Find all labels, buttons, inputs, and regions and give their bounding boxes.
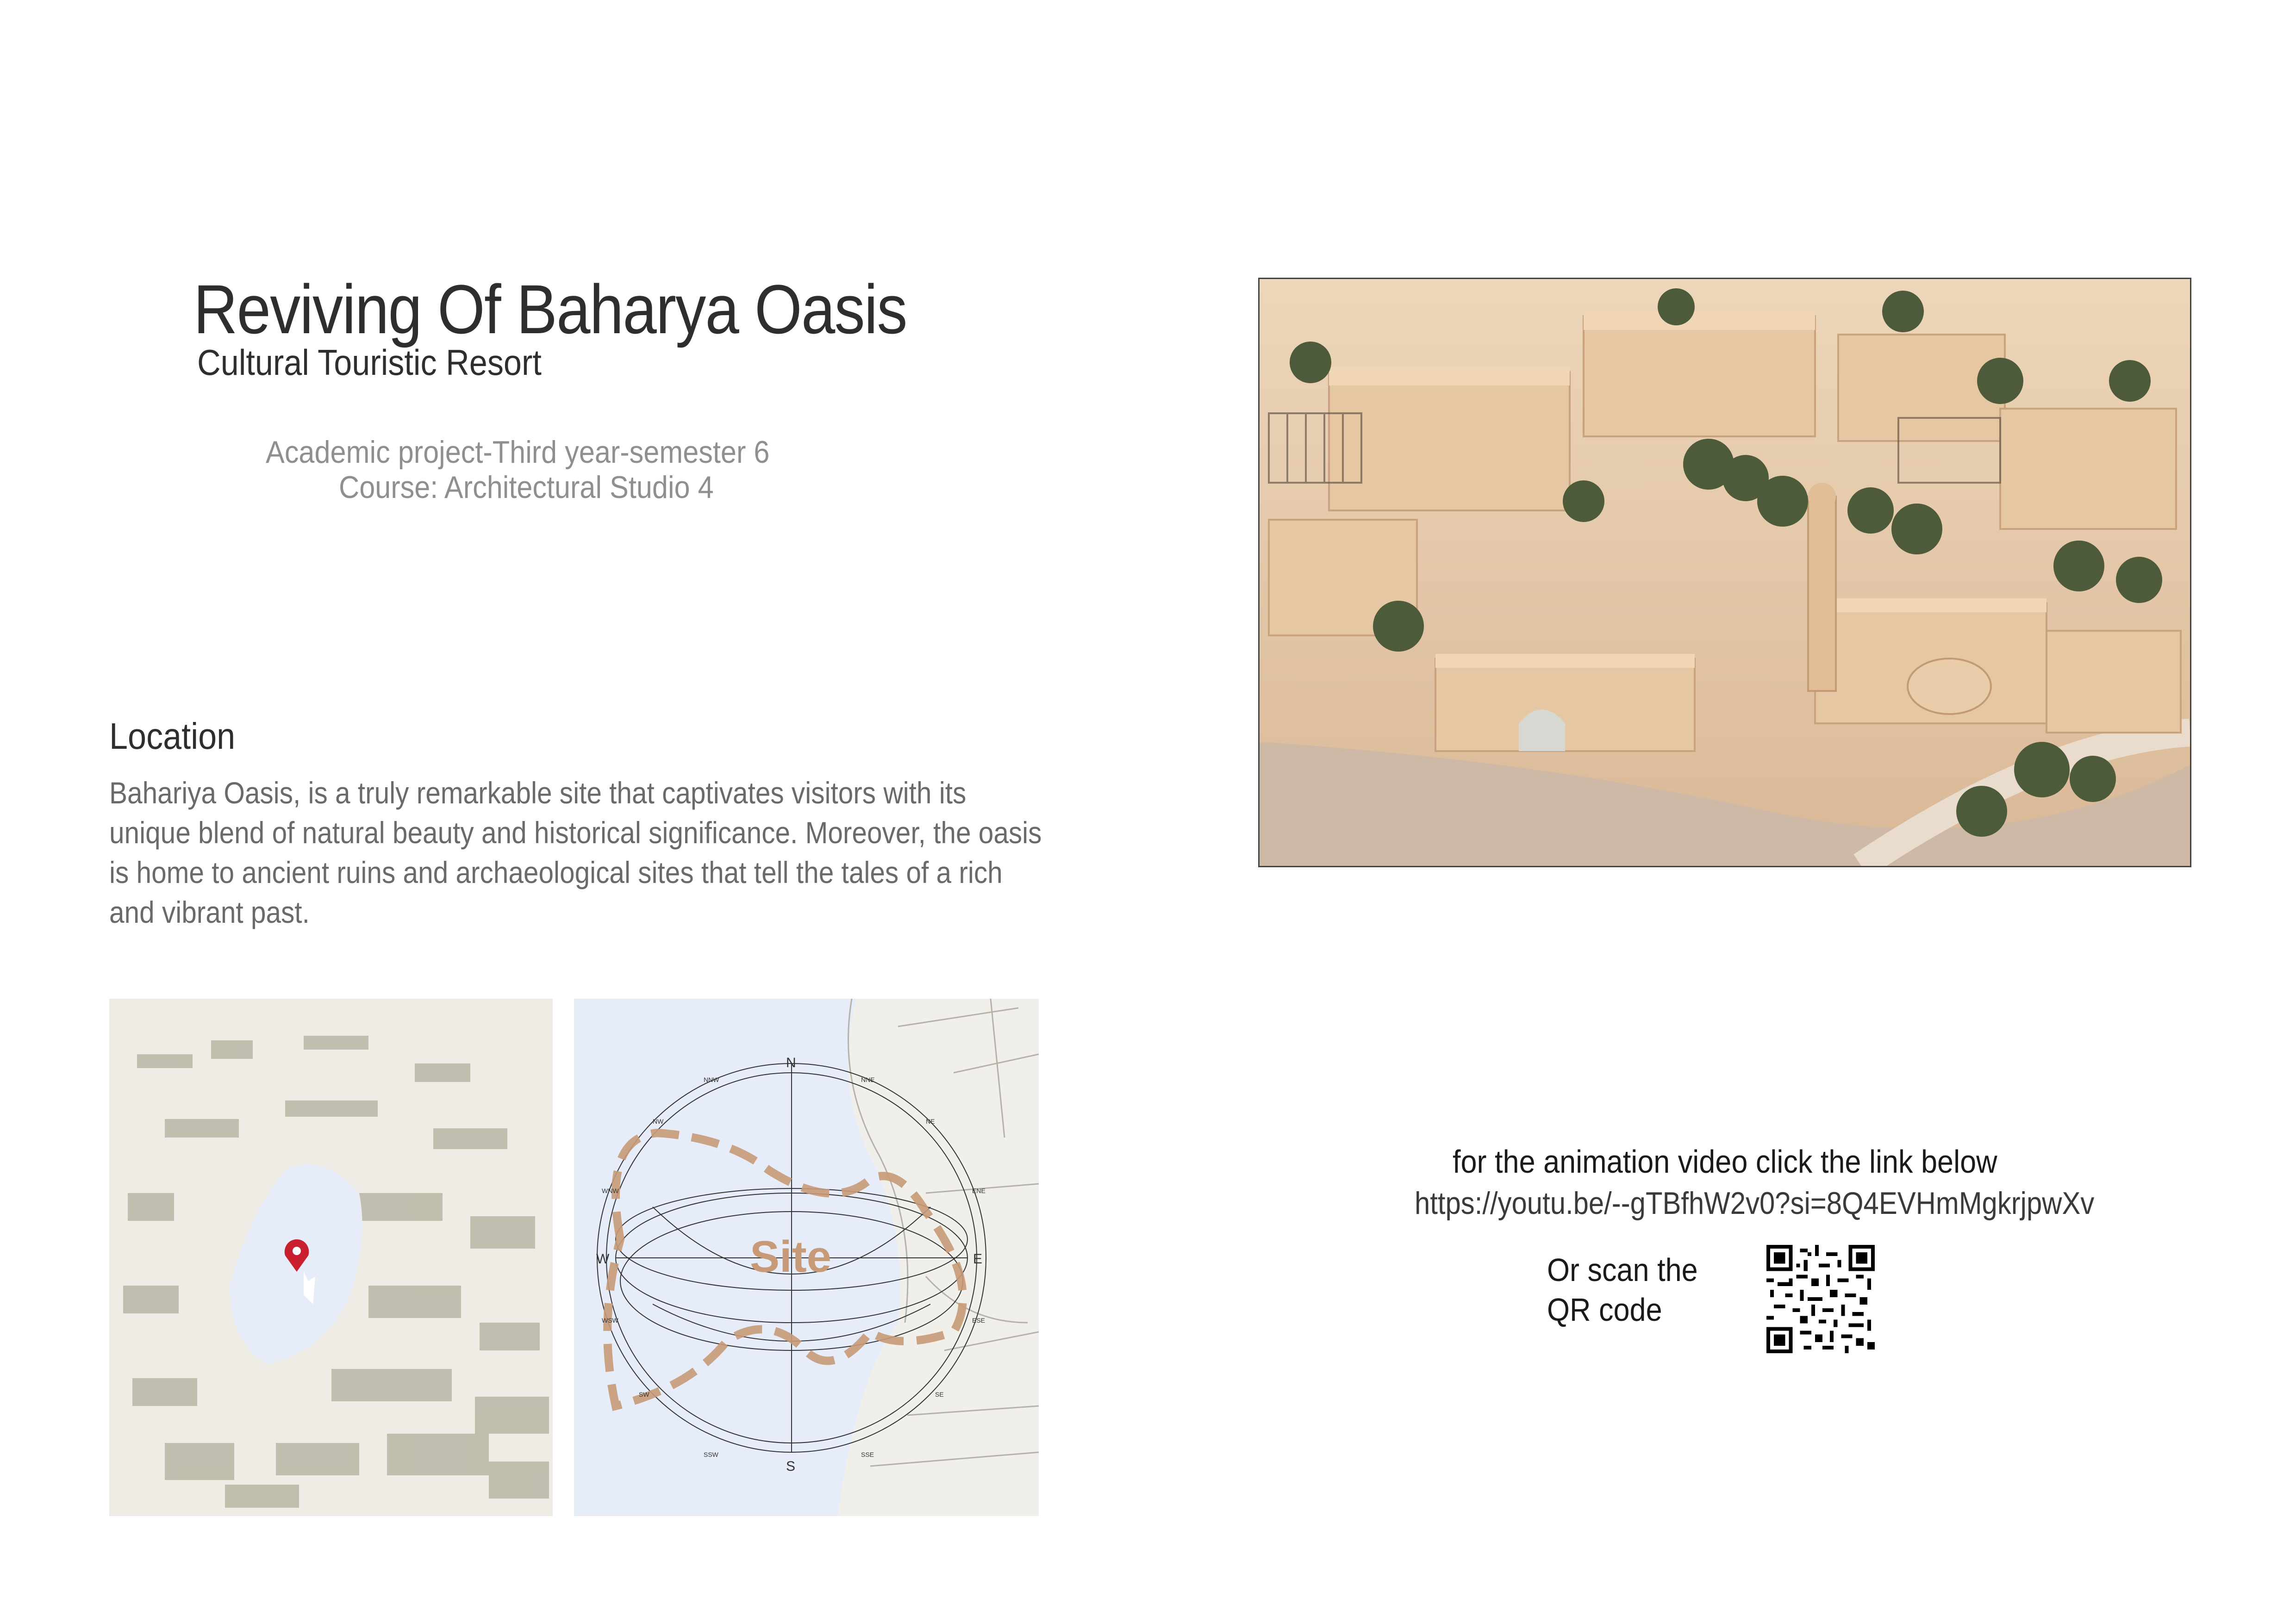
location-description: Bahariya Oasis, is a truly remarkable site that captivates visitors with its unique blend of natural beauty and historical significance. Moreover, the oasis is home to ancient ruins and archaeological sites that tell the tales of a rich and vibrant past. bbox=[109, 776, 1042, 929]
regional-map bbox=[109, 999, 553, 1516]
compass-sw: SW bbox=[639, 1391, 649, 1398]
page-title: Reviving Of Baharya Oasis bbox=[193, 270, 907, 348]
qr-code-icon[interactable] bbox=[1766, 1245, 1875, 1353]
project-meta-line: Academic project-Third year-semester 6 bbox=[266, 435, 770, 470]
compass-n: N bbox=[786, 1055, 796, 1070]
render-illustration bbox=[1260, 279, 2190, 866]
compass-wnw: WNW bbox=[602, 1187, 619, 1194]
site-label: Site bbox=[750, 1232, 832, 1281]
compass-nnw: NNW bbox=[704, 1076, 719, 1083]
course-meta-line: Course: Architectural Studio 4 bbox=[339, 470, 714, 505]
compass-wsw: WSW bbox=[602, 1317, 618, 1324]
compass-e: E bbox=[973, 1251, 983, 1267]
site-map bbox=[574, 999, 1039, 1516]
qr-instruction-line1: Or scan the bbox=[1547, 1252, 1698, 1288]
site-map-illustration bbox=[574, 999, 1039, 1516]
compass-ene: ENE bbox=[972, 1187, 986, 1194]
compass-s: S bbox=[786, 1459, 796, 1474]
regional-map-illustration bbox=[109, 999, 553, 1516]
video-link[interactable]: https://youtu.be/--gTBfhW2v0?si=8Q4EVHmMgkrjpwXv bbox=[1415, 1186, 2095, 1221]
qr-code-graphic bbox=[1766, 1245, 1875, 1353]
page-subtitle: Cultural Touristic Resort bbox=[197, 342, 542, 383]
compass-ne: NE bbox=[926, 1118, 935, 1125]
compass-ssw: SSW bbox=[704, 1451, 718, 1458]
compass-se: SE bbox=[935, 1391, 944, 1398]
resort-aerial-render bbox=[1258, 278, 2191, 867]
video-label: for the animation video click the link below bbox=[1453, 1144, 1997, 1180]
compass-nne: NNE bbox=[861, 1076, 875, 1083]
compass-nw: NW bbox=[653, 1118, 664, 1125]
compass-sse: SSE bbox=[861, 1451, 874, 1458]
compass-ese: ESE bbox=[972, 1317, 986, 1324]
location-heading: Location bbox=[109, 715, 236, 757]
compass-w: W bbox=[596, 1251, 610, 1267]
qr-instruction-line2: QR code bbox=[1547, 1292, 1662, 1328]
